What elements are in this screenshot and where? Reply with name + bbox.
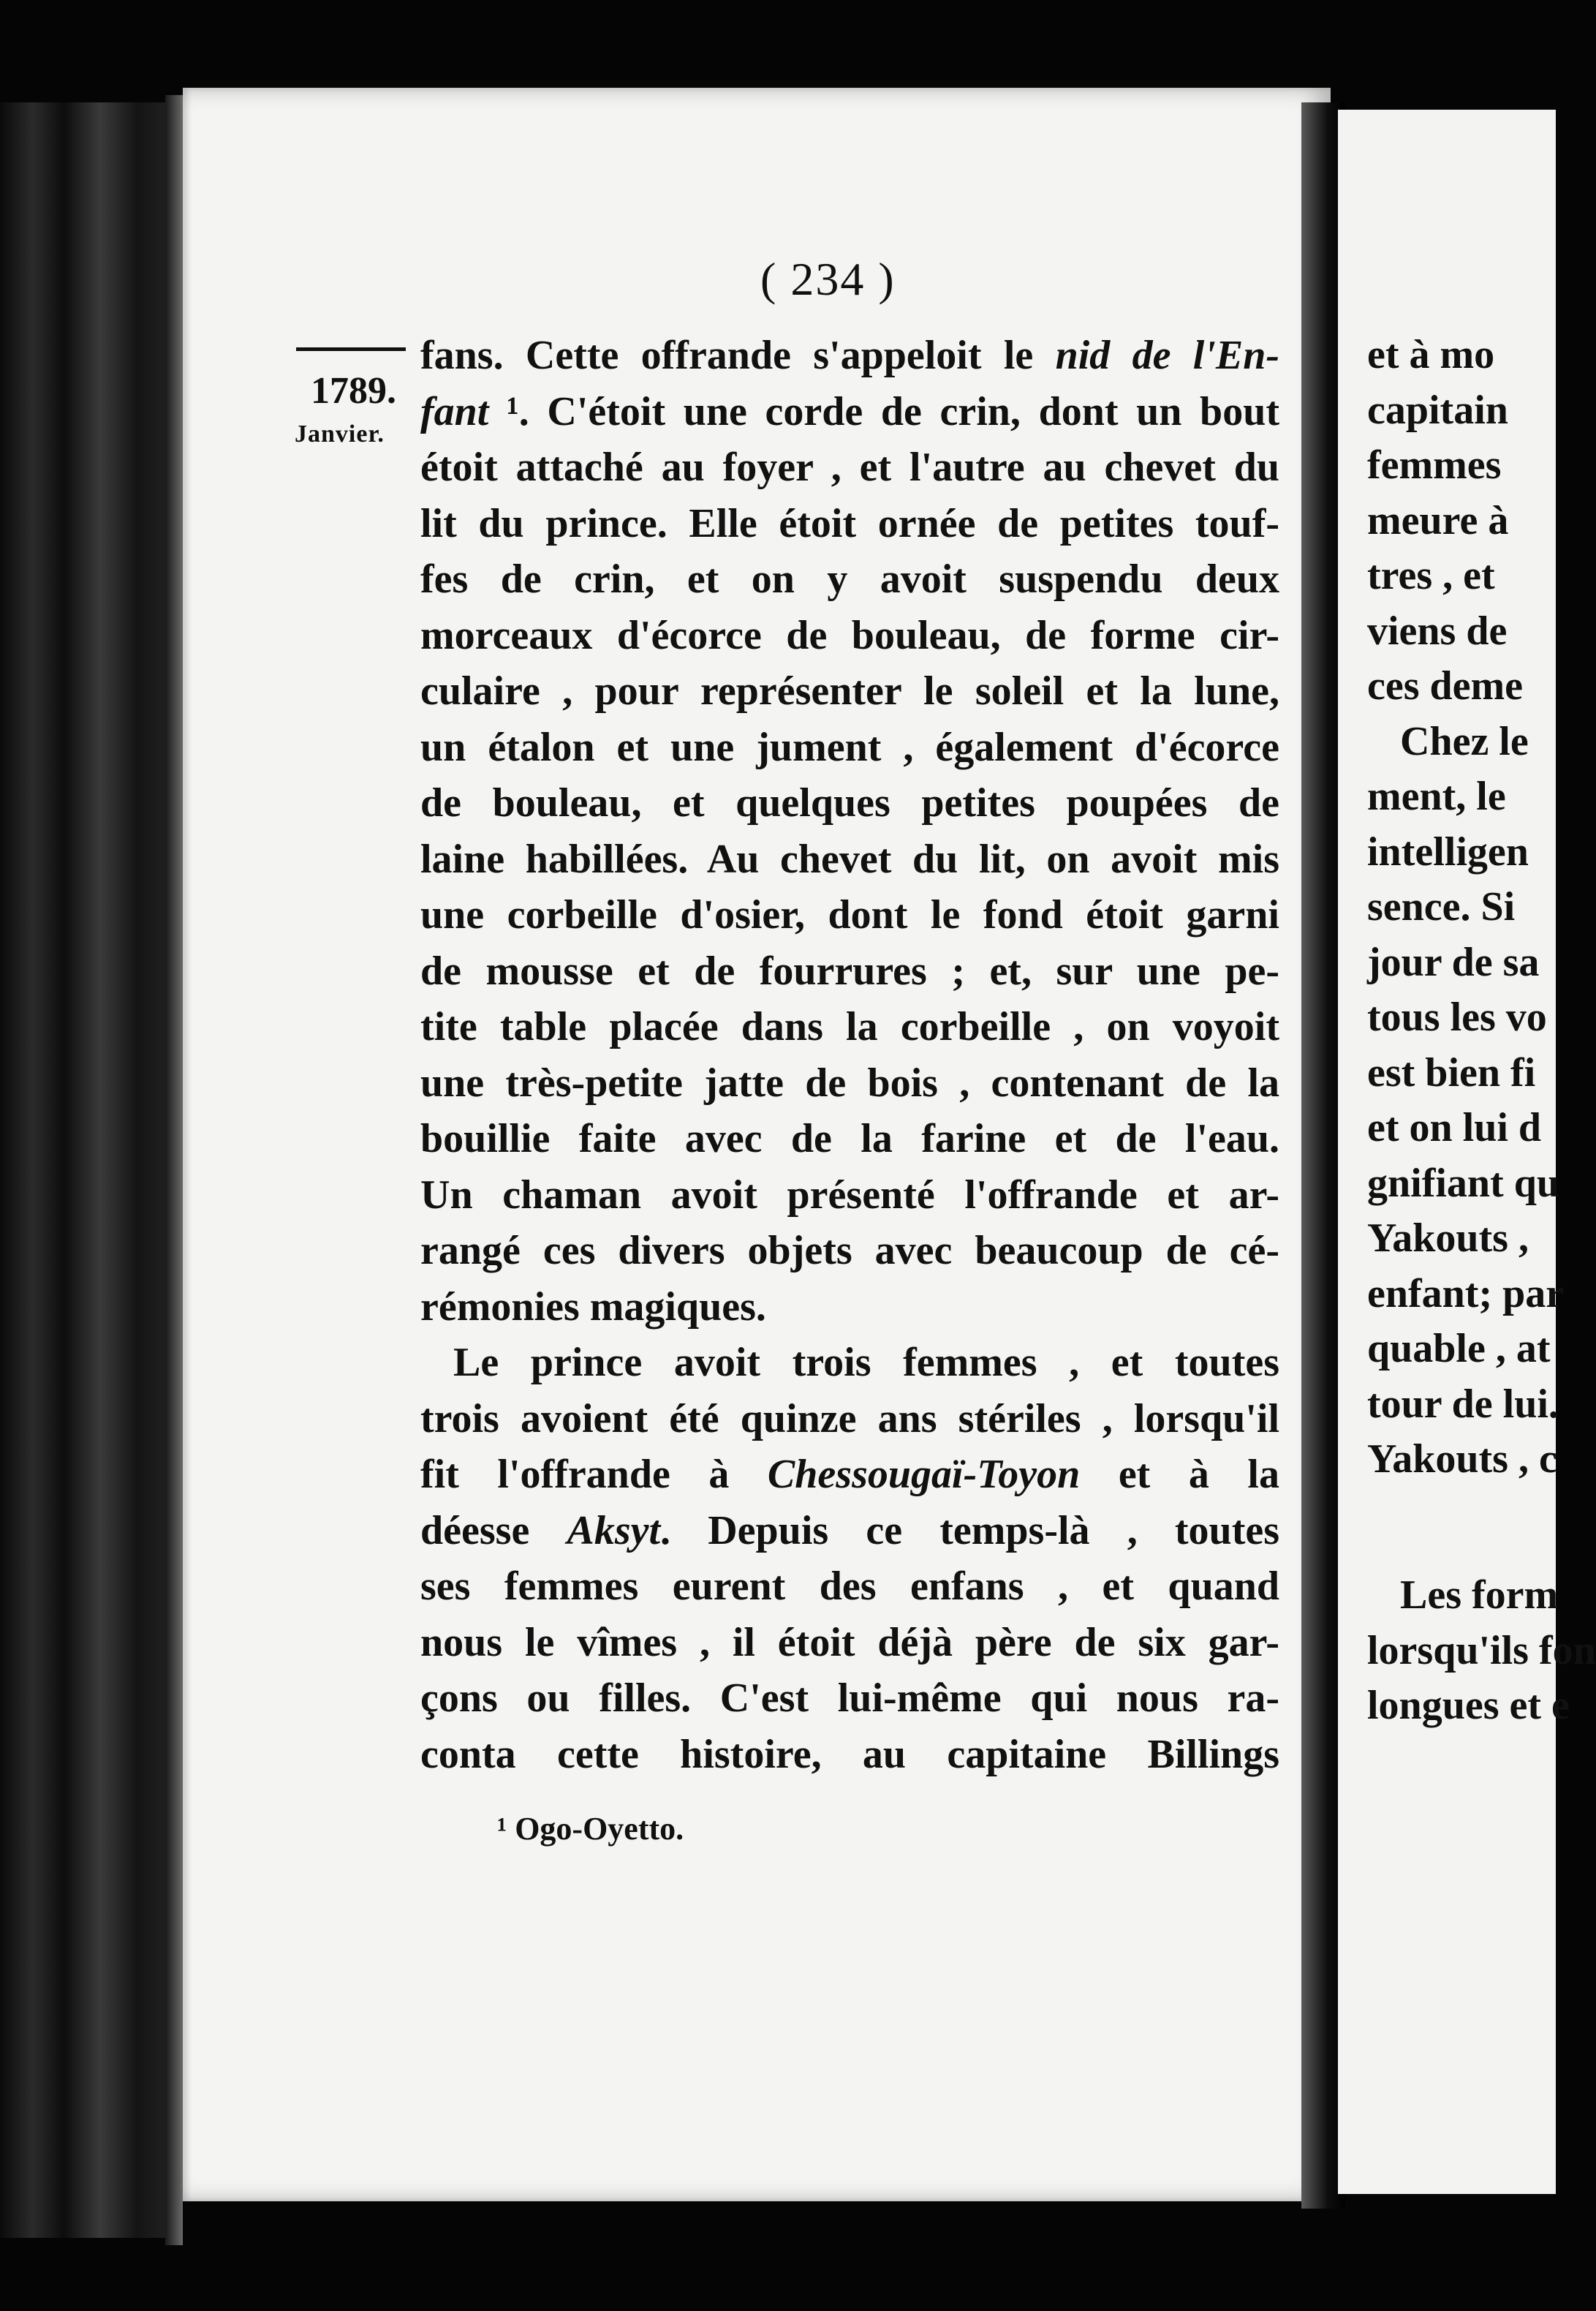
footnote: ¹ Ogo-Oyetto. xyxy=(497,1811,684,1847)
text-segment: de bouleau, et quelques petites poupées de xyxy=(420,780,1279,826)
text-line xyxy=(420,721,1279,774)
text-segment: nous le vîmes , il étoit déjà père de six gar- xyxy=(420,1619,1279,1665)
text-line xyxy=(420,609,1279,662)
right-page xyxy=(1338,110,1596,2194)
text-line xyxy=(420,833,1279,886)
right-page-text-line: Chez le xyxy=(1400,718,1529,764)
text-line xyxy=(420,665,1279,717)
text-line xyxy=(420,1112,1279,1165)
text-segment: culaire , pour représenter le soleil et la lune, xyxy=(420,668,1279,714)
italic-text: fant xyxy=(420,388,489,434)
text-segment: laine habillées. Au chevet du lit, on avoit mis xyxy=(420,836,1279,882)
text-segment: étoit attaché au foyer , et l'autre au chevet du xyxy=(420,445,1279,490)
text-line xyxy=(420,945,1279,998)
text-line xyxy=(420,1504,1279,1557)
text-segment: tite table placée dans la corbeille , on voyoit xyxy=(420,1004,1279,1049)
page-edge-shadow xyxy=(165,95,183,2245)
margin-rule xyxy=(296,347,406,351)
right-page-text-line: tour de lui. xyxy=(1367,1381,1559,1427)
italic-text: nid de l'En- xyxy=(1055,333,1279,378)
text-line xyxy=(420,1616,1279,1669)
text-segment: bouillie faite avec de la farine et de l'eau. xyxy=(420,1116,1279,1161)
text-line xyxy=(420,1560,1279,1613)
right-page-text-line: Les form xyxy=(1400,1572,1559,1618)
text-segment: un étalon et une jument , également d'écorce xyxy=(420,724,1279,770)
right-page-text-line: Yakouts , c xyxy=(1367,1436,1557,1482)
text-line xyxy=(420,1672,1279,1724)
page-number: ( 234 ) xyxy=(760,253,896,305)
text-line xyxy=(420,1728,1279,1781)
right-page-text-line: femmes xyxy=(1367,442,1502,488)
text-segment: rémonies magiques. xyxy=(420,1283,766,1330)
text-segment: rangé ces divers objets avec beaucoup de cé- xyxy=(420,1228,1279,1273)
text-segment: çons ou filles. C'est lui-même qui nous ra- xyxy=(420,1675,1279,1721)
text-line xyxy=(453,1336,1279,1389)
margin-month: Janvier. xyxy=(295,421,385,448)
text-segment: lit du prince. Elle étoit ornée de petites touf- xyxy=(420,500,1279,546)
right-page-text-line: quable , at xyxy=(1367,1326,1551,1371)
text-line xyxy=(420,441,1279,494)
italic-text: Chessougaï-Toyon xyxy=(767,1452,1081,1497)
text-segment: fes de crin, et on y avoit suspendu deux xyxy=(420,557,1279,602)
text-line xyxy=(420,777,1279,829)
text-line xyxy=(420,1281,1279,1333)
text-line xyxy=(420,329,1279,382)
text-line xyxy=(420,1000,1279,1053)
right-page-text-line: lorsqu'ils fon xyxy=(1367,1627,1596,1673)
right-page-text-line: longues et e xyxy=(1367,1683,1570,1728)
text-segment: Le prince avoit trois femmes , et toutes xyxy=(453,1340,1279,1385)
right-page-text-line: viens de xyxy=(1367,608,1508,654)
right-page-text-line: tous les vo xyxy=(1367,995,1547,1040)
right-page-text-line: intelligen xyxy=(1367,829,1529,875)
text-segment: ses femmes eurent des enfans , et quand xyxy=(420,1564,1279,1609)
right-page-text-line: ces deme xyxy=(1367,663,1524,709)
text-line xyxy=(420,497,1279,550)
text-segment: et à la xyxy=(1080,1452,1279,1497)
margin-year: 1789. xyxy=(311,370,396,412)
text-segment: . Depuis ce temps-là , toutes xyxy=(660,1507,1279,1553)
right-page-text-line: Yakouts , xyxy=(1367,1215,1529,1261)
right-page-text-line: tres , et xyxy=(1367,553,1495,598)
text-line xyxy=(420,889,1279,941)
text-segment: de mousse et de fourrures ; et, sur une pe- xyxy=(420,948,1279,994)
right-page-text-line: meure à xyxy=(1367,497,1509,543)
right-page-text-line: sence. Si xyxy=(1367,884,1516,930)
right-page-text-line: enfant; par xyxy=(1367,1270,1565,1316)
right-page-text-line: gnifiant qu xyxy=(1367,1160,1559,1206)
text-line xyxy=(420,1057,1279,1109)
text-segment: trois avoient été quinze ans stériles , lorsqu'il xyxy=(420,1395,1279,1441)
text-segment: morceaux d'écorce de bouleau, de forme cir- xyxy=(420,612,1279,658)
text-segment: Un chaman avoit présenté l'offrande et ar- xyxy=(420,1172,1279,1218)
right-page-text-line: et à mo xyxy=(1367,332,1495,377)
text-line xyxy=(420,1392,1279,1445)
text-line xyxy=(420,553,1279,606)
text-line xyxy=(420,1448,1279,1501)
book-spine xyxy=(0,102,183,2238)
right-page-text-line: est bien fi xyxy=(1367,1049,1536,1096)
right-page-text-line: jour de sa xyxy=(1367,939,1540,985)
text-segment: déesse xyxy=(420,1507,567,1553)
text-segment: ¹. C'étoit une corde de crin, dont un bout xyxy=(488,388,1279,434)
right-page-text-line: capitain xyxy=(1367,387,1508,433)
text-line xyxy=(420,385,1279,438)
italic-text: Aksyt xyxy=(567,1507,661,1553)
text-segment: fit l'offrande à xyxy=(420,1452,768,1497)
text-segment: une corbeille d'osier, dont le fond étoit garni xyxy=(420,892,1279,938)
text-line xyxy=(420,1169,1279,1221)
text-segment: une très-petite jatte de bois , contenant de la xyxy=(420,1060,1279,1106)
text-line xyxy=(420,1224,1279,1277)
right-page-text-line: et on lui d xyxy=(1367,1105,1542,1150)
text-segment: fans. Cette offrande s'appeloit le xyxy=(420,333,1056,378)
right-page-text-line: ment, le xyxy=(1367,774,1506,819)
text-segment: conta cette histoire, au capitaine Billings xyxy=(420,1731,1279,1777)
